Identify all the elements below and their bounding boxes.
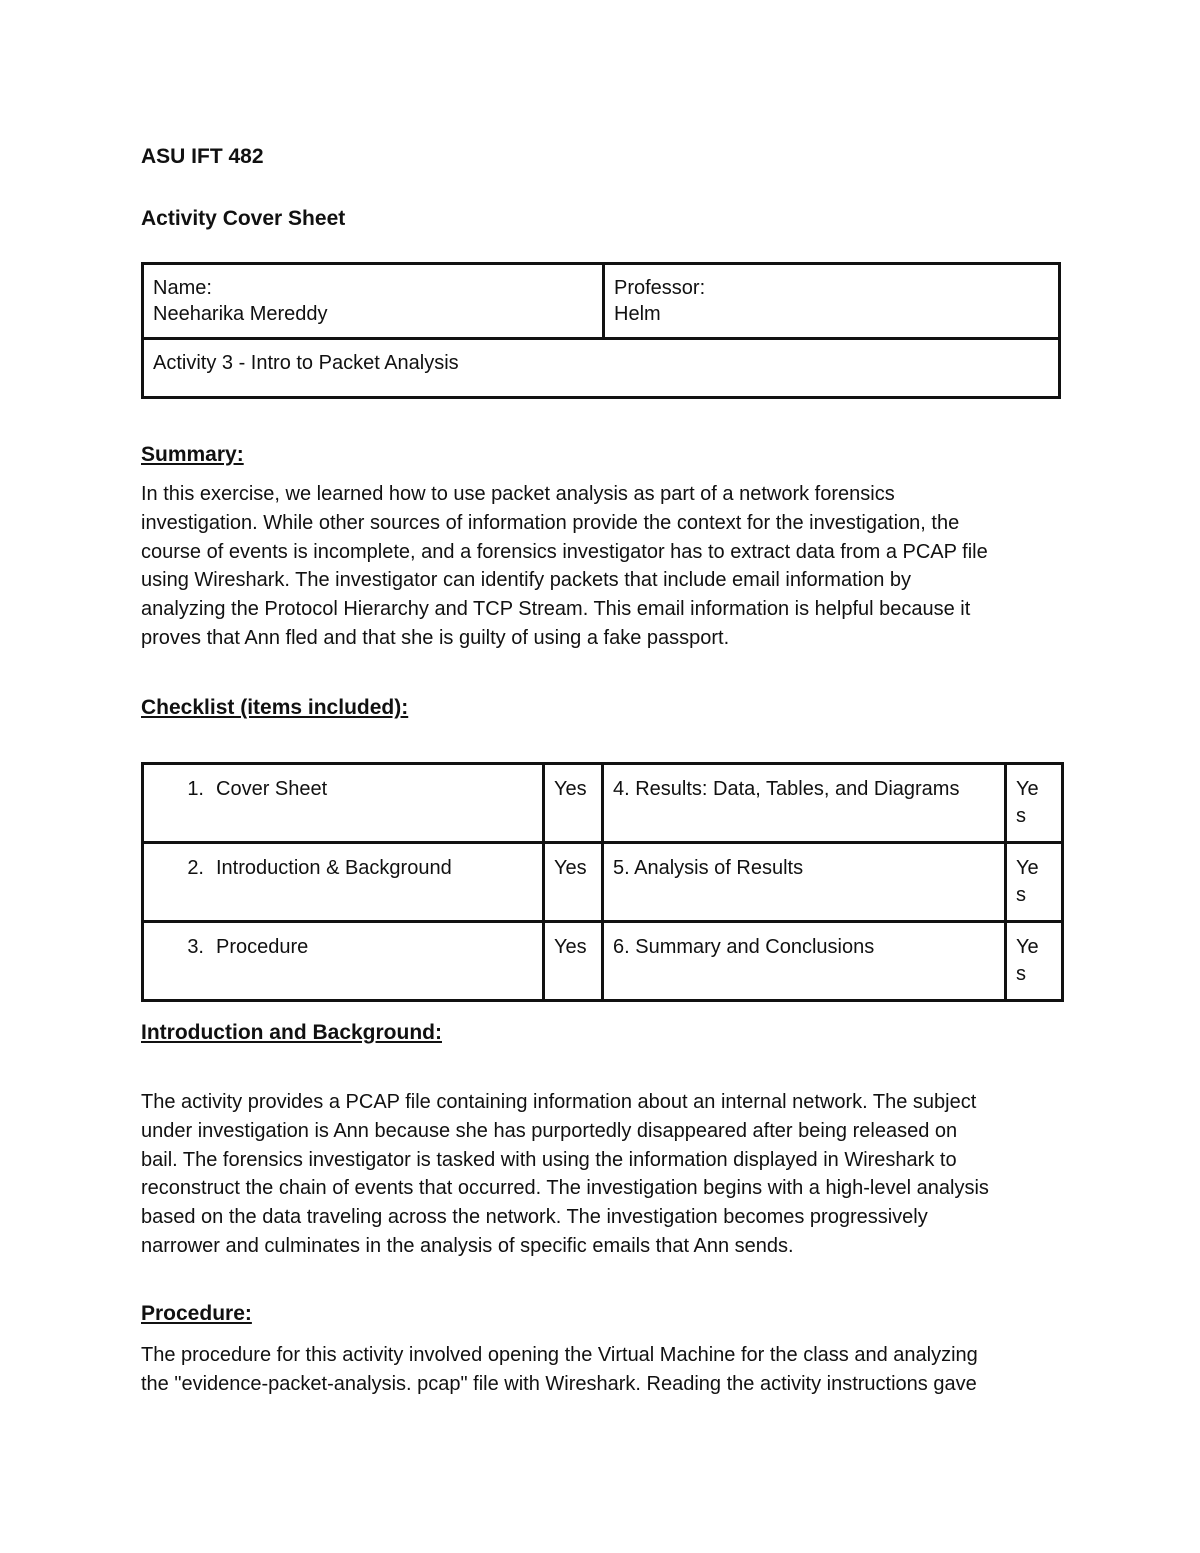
procedure-line: the "evidence-packet-analysis. pcap" file with Wireshark. Reading the activity instructions gave (141, 1372, 977, 1395)
status-part: s (1016, 963, 1026, 985)
item-label: Cover Sheet (216, 778, 328, 800)
item-label: Procedure (216, 936, 309, 958)
summary-paragraph (141, 480, 1081, 653)
checklist-heading: Checklist (items included): (141, 696, 409, 719)
checklist-item: 5. Analysis of Results (603, 843, 1006, 922)
summary-line: proves that Ann fled and that she is guilty of using a fake passport. (141, 626, 730, 649)
table-row (143, 922, 1063, 1001)
intro-paragraph (141, 1088, 1081, 1261)
intro-line: based on the data traveling across the network. The investigation becomes progressively (141, 1206, 928, 1229)
item-status: Yes (544, 922, 603, 1001)
intro-line: bail. The forensics investigator is tasked with using the information displayed in Wireshark to (141, 1148, 957, 1171)
summary-line: investigation. While other sources of information provide the context for the investigation, the (141, 511, 960, 534)
item-number: 1. (187, 778, 204, 800)
cover-table (141, 262, 1061, 399)
activity-cell (143, 339, 1060, 398)
professor-value: Helm (614, 303, 661, 325)
procedure-paragraph (141, 1341, 1081, 1399)
checklist-item (143, 843, 544, 922)
course-title: ASU IFT 482 (141, 145, 264, 168)
name-value: Neeharika Mereddy (153, 303, 328, 325)
summary-line: course of events is incomplete, and a forensics investigator has to extract data from a PCAP file (141, 540, 988, 563)
intro-line: reconstruct the chain of events that occurred. The investigation begins with a high-level analysis (141, 1177, 989, 1200)
professor-label: Professor: (614, 277, 706, 299)
status-part: Ye (1016, 857, 1039, 879)
item-number: 2. (187, 857, 204, 879)
summary-line: using Wireshark. The investigator can identify packets that include email information by (141, 569, 912, 592)
name-label: Name: (153, 277, 212, 299)
checklist-item (143, 922, 544, 1001)
procedure-line: The procedure for this activity involved opening the Virtual Machine for the class and analyzing (141, 1344, 978, 1366)
item-status: Yes (544, 843, 603, 922)
item-status (1006, 922, 1063, 1001)
summary-line: In this exercise, we learned how to use packet analysis as part of a network forensics (141, 483, 895, 505)
checklist-item (143, 764, 544, 843)
intro-line: under investigation is Ann because she has purportedly disappeared after being released on (141, 1119, 958, 1142)
status-part: s (1016, 884, 1026, 906)
summary-line: analyzing the Protocol Hierarchy and TCP Stream. This email information is helpful because it (141, 598, 971, 621)
status-part: s (1016, 805, 1026, 827)
item-status (1006, 843, 1063, 922)
summary-heading: Summary: (141, 443, 244, 466)
doc-title: Activity Cover Sheet (141, 207, 346, 230)
intro-line: narrower and culminates in the analysis of specific emails that Ann sends. (141, 1234, 794, 1257)
status-part: Ye (1016, 936, 1039, 958)
checklist-table (141, 762, 1064, 1002)
item-number: 3. (187, 936, 204, 958)
activity-title: Activity 3 - Intro to Packet Analysis (153, 352, 459, 374)
name-cell (143, 264, 604, 339)
checklist-item: 4. Results: Data, Tables, and Diagrams (603, 764, 1006, 843)
item-label: Introduction & Background (216, 857, 452, 879)
intro-heading: Introduction and Background: (141, 1021, 442, 1044)
status-part: Ye (1016, 778, 1039, 800)
table-row (143, 764, 1063, 843)
intro-line: The activity provides a PCAP file containing information about an internal network. The subject (141, 1091, 977, 1113)
table-row (143, 843, 1063, 922)
checklist-item: 6. Summary and Conclusions (603, 922, 1006, 1001)
item-status (1006, 764, 1063, 843)
procedure-heading: Procedure: (141, 1302, 252, 1325)
item-status: Yes (544, 764, 603, 843)
professor-cell (604, 264, 1060, 339)
